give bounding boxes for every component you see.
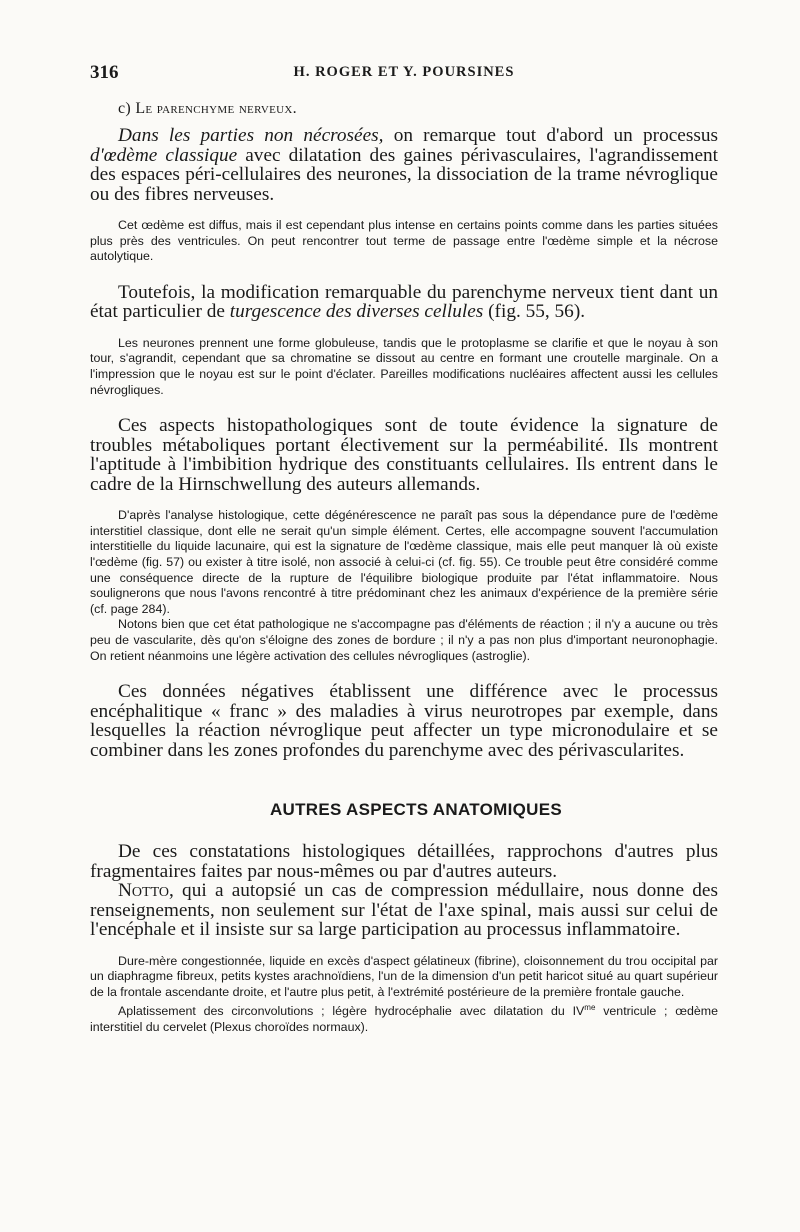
subsection-marker: c) — [118, 100, 132, 117]
paragraph-2 — [90, 283, 718, 322]
italic-phrase: Dans les parties non nécrosées, — [118, 125, 384, 146]
italic-phrase: turgescence des diverses cellules — [229, 301, 484, 323]
italic-phrase: d'œdème classique — [90, 144, 238, 166]
note-5 — [90, 1000, 718, 1035]
paragraph-text: avec dilatation des gaines périvasculaires, l'agrandissement des espaces péri-cellulaires des neurones, la dissociation de la trame névroglique ou des fibres nerveuses. — [90, 144, 718, 205]
paragraph-text: (fig. 55, 56). — [483, 301, 586, 323]
paragraph-3: Ces aspects histopathologiques sont de toute évidence la signature de troubles métaboliques portant électivement sur la perméabilité. Ils montrent l'aptitude à l'imbibition hydrique des constituants cellulaires. Ils entrent dans le cadre de la Hirnschwellung des auteurs allemands. — [90, 415, 718, 495]
superscript: me — [584, 1003, 596, 1013]
running-title: H. ROGER ET Y. POURSINES — [293, 64, 515, 80]
page-number: 316 — [90, 62, 119, 83]
section-heading: AUTRES ASPECTS ANATOMIQUES — [269, 800, 563, 820]
note-3b: Notons bien que cet état pathologique ne s'accompagne pas d'éléments de réaction ; il n'y a aucune ou très peu de vascularite, dès qu'on s'éloigne des zones de bordure ; il n'y a pas non plus d'important neuronophagie. On retient néanmoins une légère activation des cellules névrogliques (astroglie). — [90, 617, 718, 663]
note-4: Dure-mère congestionnée, liquide en excès d'aspect gélatineux (fibrine), cloisonnement du trou occipital par un diaphragme fibreux, petits kystes arachnoïdiens, l'un de la dimension d'un petit haricot situé au quart supérieur de la frontale ascendante droite, et l'autre plus petit, à l'extrémité postérieure de la première frontale gauche. — [90, 953, 718, 999]
note-text: ventricule ; œdème interstitiel du cervelet (Plexus choroïdes normaux). — [90, 1004, 718, 1035]
paragraph-5: De ces constatations histologiques détaillées, rapprochons d'autres plus fragmentaires faites par nous-mêmes ou par d'autres auteurs. — [90, 841, 718, 882]
note-3a: D'après l'analyse histologique, cette dégénérescence ne paraît pas sous la dépendance pure de l'œdème interstitiel classique, dont elle ne serait qu'un simple élément. Certes, elle accompagne souvent l'accumulation interstitielle du liquide lacunaire, qui est la signature de l'œdème classique, mais elle peut manquer là où existe l'œdème (fig. 57) ou exister à titre isolé, non associé à celui-ci (cf. fig. 55). Ce trouble peut être considéré comme une conséquence directe de la rupture de l'équilibre biologique produite par l'état inflammatoire. Nous soulignerons que nous l'avons rencontré à titre prédominant chez les animaux d'expérience de la première série (cf. page 284). — [90, 508, 718, 616]
author-name: Notto — [118, 880, 169, 902]
page-header — [90, 62, 718, 86]
paragraph-1 — [90, 126, 718, 204]
subsection-title: Le parenchyme nerveux. — [135, 100, 297, 117]
note-1: Cet œdème est diffus, mais il est cependant plus intense en certains points comme dans les parties situées plus près des ventricules. On peut rencontrer tout terme de passage entre l'œdème simple et la nécrose autolytique. — [90, 218, 718, 264]
paragraph-text: , qui a autopsié un cas de compression médullaire, nous donne des renseignements, non seulement sur l'état de l'axe spinal, mais aussi sur celui de l'encéphale et il insiste sur sa large participation au processus inflammatoire. — [90, 880, 718, 941]
paragraph-4: Ces données négatives établissent une différence avec le processus encéphalitique « franc » des maladies à virus neurotropes par exemple, dans lesquelles la réaction névroglique peut affecter un type micronodulaire et se combiner dans les zones profondes du parenchyme avec des périvascularites. — [90, 681, 718, 761]
subsection-heading — [118, 100, 718, 118]
paragraph-6 — [90, 881, 718, 940]
document-page — [90, 62, 718, 1036]
paragraph-text: Toutefois, la modification remarquable du parenchyme nerveux tient dant un état particulier de — [90, 281, 718, 323]
note-2: Les neurones prennent une forme globuleuse, tandis que le protoplasme se clarifie et que le noyau à son tour, s'agrandit, cependant que sa chromatine se dissout au centre en formant une croutelle marginale. On a l'impression que le noyau est sur le point d'éclater. Pareilles modifications nucléaires affectent aussi les cellules névrogliques. — [90, 335, 718, 397]
paragraph-text: on remarque tout d'abord un processus — [383, 125, 718, 146]
note-text: Aplatissement des circonvolutions ; légère hydrocéphalie avec dilatation du IV — [118, 1004, 585, 1019]
